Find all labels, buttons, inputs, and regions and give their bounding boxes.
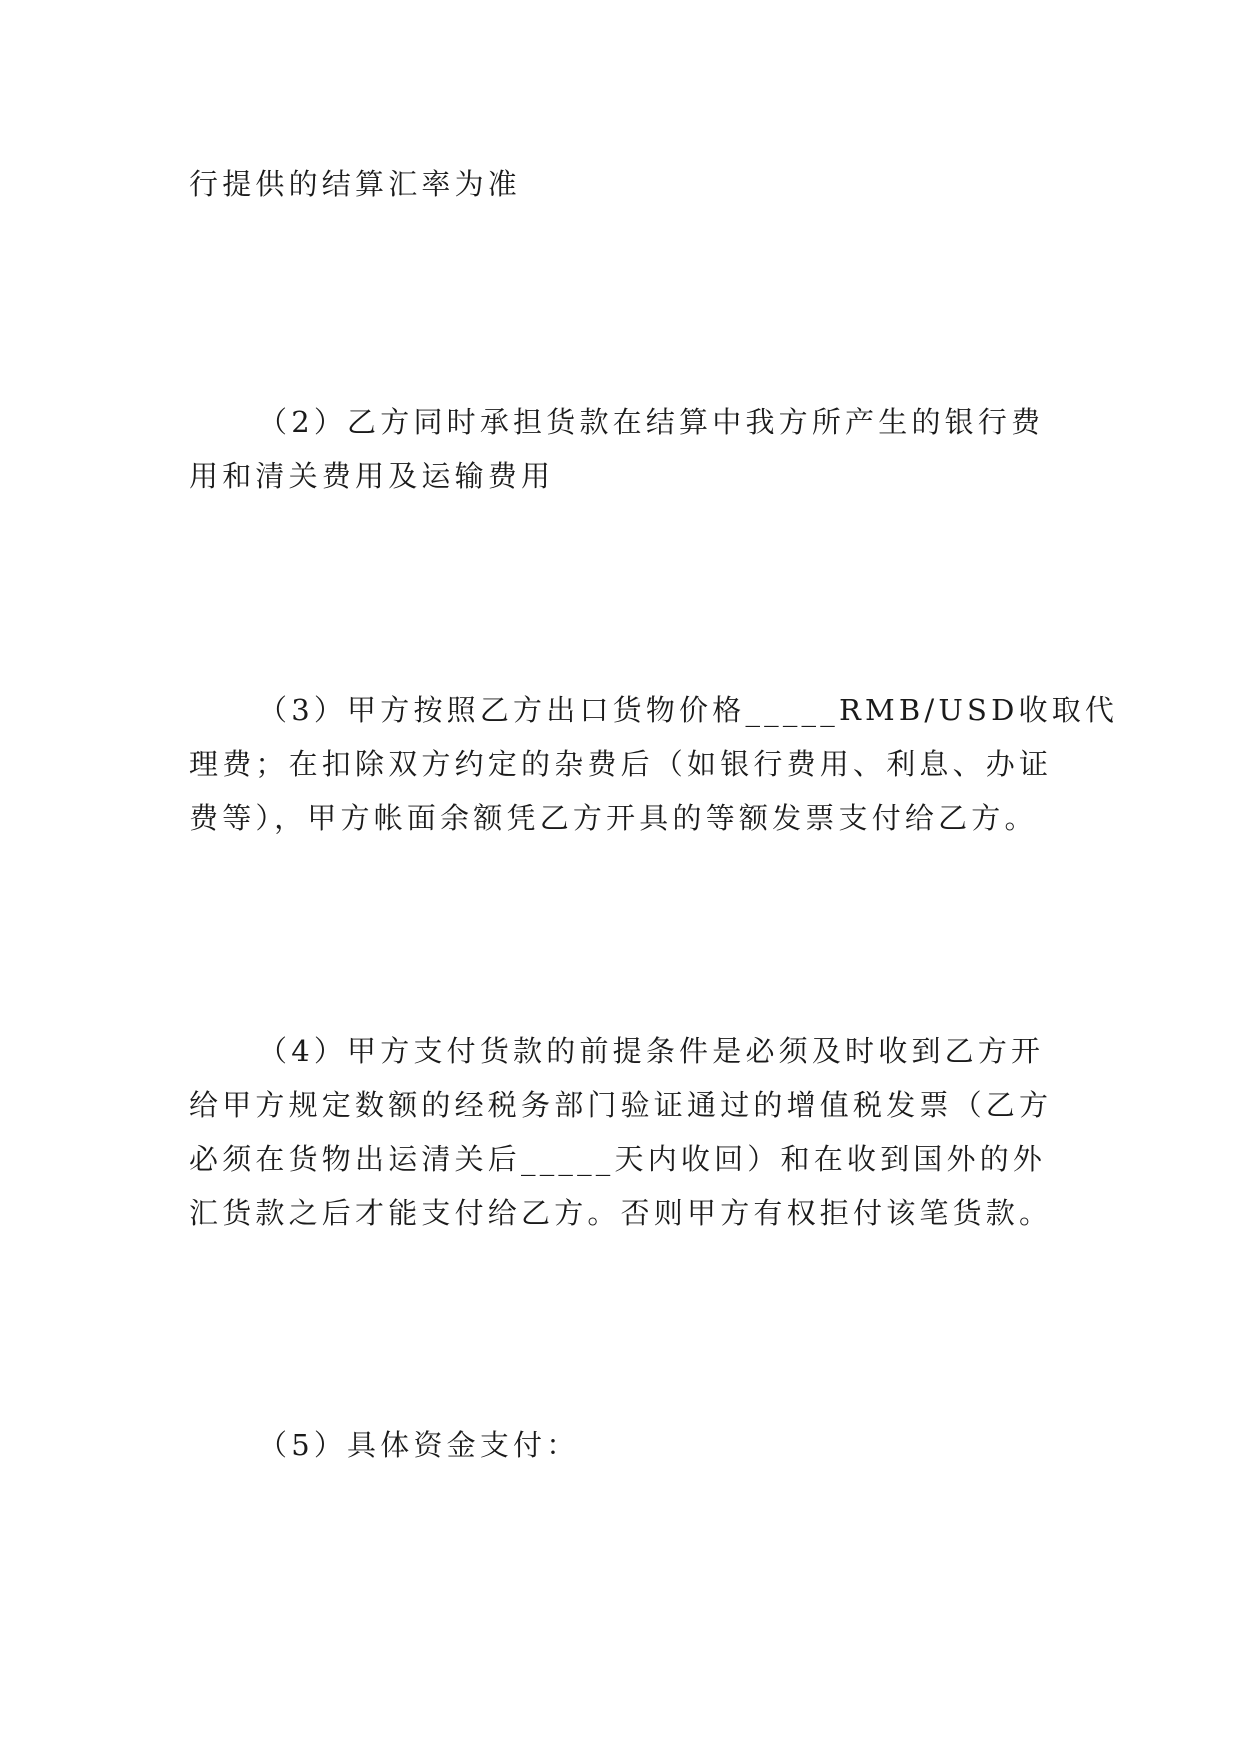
- clause-5-line-1: （5）具体资金支付：: [258, 1428, 580, 1462]
- clause-2-line-2: 用和清关费用及运输费用: [189, 459, 555, 493]
- clause-3-line-3: 费等），甲方帐面余额凭乙方开具的等额发票支付给乙方。: [189, 801, 1038, 835]
- text-line-1: 行提供的结算汇率为准: [189, 167, 522, 201]
- clause-4-line-4: 汇货款之后才能支付给乙方。否则甲方有权拒付该笔货款。: [189, 1196, 1053, 1230]
- clause-4-line-1: （4）甲方支付货款的前提条件是必须及时收到乙方开: [258, 1034, 1045, 1068]
- clause-3-line-2: 理费；在扣除双方约定的杂费后（如银行费用、利息、办证: [189, 747, 1053, 781]
- clause-4-line-3: 必须在货物出运清关后_____天内收回）和在收到国外的外: [189, 1142, 1047, 1176]
- clause-3-line-1: （3）甲方按照乙方出口货物价格_____RMB/USD收取代: [258, 693, 1119, 727]
- clause-4-line-2: 给甲方规定数额的经税务部门验证通过的增值税发票（乙方: [189, 1088, 1053, 1122]
- clause-2-line-1: （2）乙方同时承担货款在结算中我方所产生的银行费: [258, 405, 1045, 439]
